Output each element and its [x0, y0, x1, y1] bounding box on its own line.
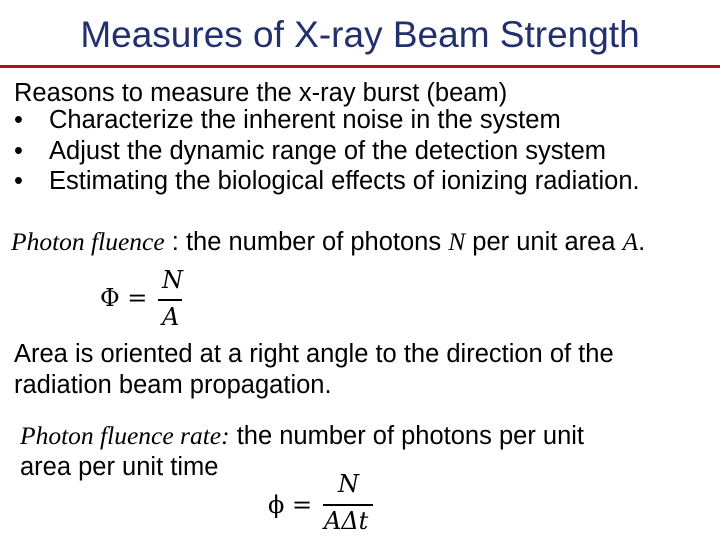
- title-divider: [0, 65, 720, 68]
- fraction-bar: [158, 299, 182, 301]
- fluence-term: Photon fluence: [11, 227, 165, 256]
- area-note: Area is oriented at a right angle to the direction of the radiation beam propagation.: [14, 340, 614, 399]
- bullet-marker: •: [14, 136, 23, 165]
- slide-title: Measures of X-ray Beam Strength: [80, 14, 640, 55]
- equation-denominator: A: [162, 303, 180, 331]
- var-n: N: [448, 227, 466, 256]
- bullet-marker: •: [14, 167, 23, 195]
- equation-denominator: AΔt: [324, 507, 369, 535]
- var-a: A: [622, 227, 639, 256]
- fluence-rate-definition: Photon fluence rate: the number of photons per unit area per unit time: [20, 421, 585, 481]
- equation-numerator: N: [338, 470, 359, 498]
- list-item: • Characterize the inherent noise in the system: [14, 106, 561, 134]
- list-item: • Estimating the biological effects of ionizing radiation.: [14, 167, 640, 195]
- equation-numerator: N: [162, 266, 183, 294]
- fluence-rate-term: Photon fluence rate:: [20, 421, 230, 450]
- reasons-list: [14, 105, 640, 197]
- intro-text: Reasons to measure the x-ray burst (beam): [14, 79, 508, 107]
- fraction-bar: [323, 504, 373, 506]
- bullet-marker: •: [14, 106, 23, 134]
- equation-lhs: Φ =: [100, 284, 148, 312]
- list-item: • Adjust the dynamic range of the detection system: [14, 136, 607, 165]
- equation-lhs: ϕ =: [268, 491, 313, 519]
- fluence-definition: Photon fluence : the number of photons N per unit area A.: [11, 227, 646, 256]
